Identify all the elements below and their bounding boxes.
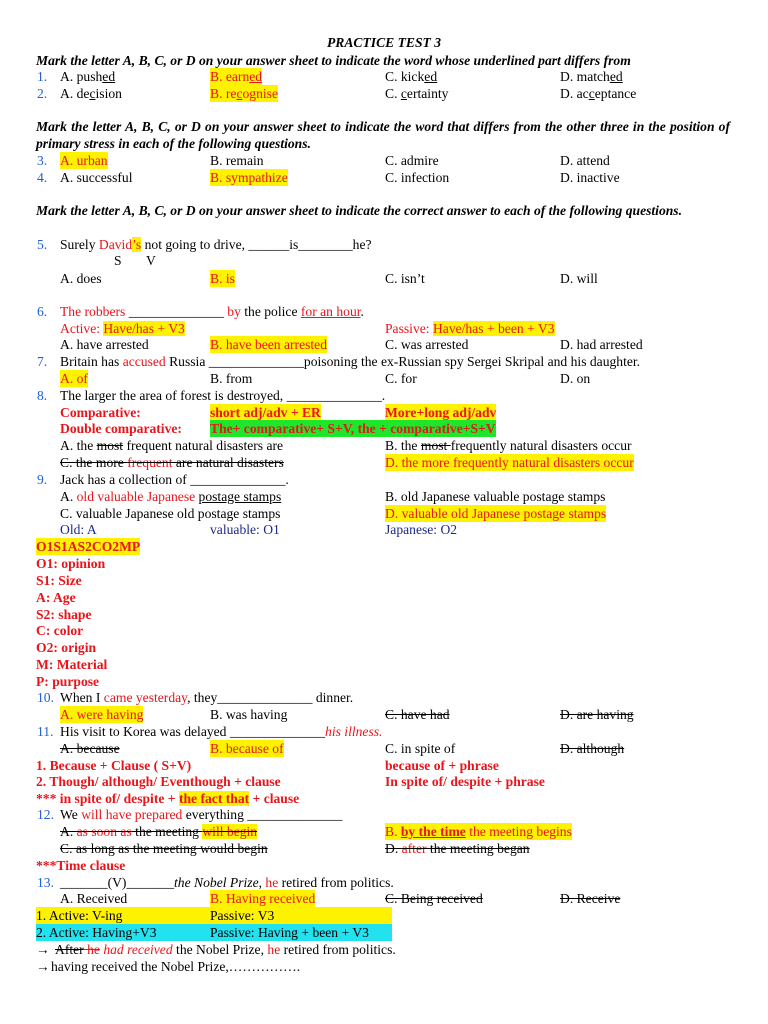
- question-6-rules: [0, 320, 768, 337]
- option-c: C. have had: [385, 707, 450, 722]
- option-b-correct: B. have been arrested: [210, 337, 328, 352]
- question-6: [0, 303, 768, 320]
- option-c: C. was arrested: [385, 337, 469, 352]
- option-a: A. decision: [60, 86, 122, 101]
- question-2: [0, 85, 768, 102]
- question-number: 11.: [37, 724, 54, 739]
- question-8-options-ab: [0, 437, 768, 454]
- option-a: A. Received: [60, 891, 128, 906]
- question-13-options: [0, 890, 768, 907]
- question-text: Britain has accused Russia ______________poisoning the ex-Russian spy Sergei Skripal and his daughter.: [60, 354, 641, 369]
- option-a: A. pushed: [60, 69, 116, 84]
- question-5-options: [0, 270, 768, 287]
- option-d: D. matched: [560, 69, 623, 84]
- question-3: [0, 152, 768, 169]
- question-4: [0, 169, 768, 186]
- question-12-options-cd: [0, 840, 768, 857]
- comparative-short: short adj/adv + ER: [210, 405, 321, 420]
- question-9: [0, 471, 768, 488]
- option-b: B. remain: [210, 153, 264, 168]
- instruction-pronunciation: Mark the letter A, B, C, or D on your answer sheet to indicate the word whose underlined part differs from: [36, 53, 631, 68]
- rewrite-line-2: → having received the Nobel Prize,…………….: [36, 959, 301, 974]
- participle-rule-1: 1. Active: V-ing Passive: V3: [36, 908, 275, 923]
- page-title: PRACTICE TEST 3: [326, 35, 442, 50]
- question-number: 10.: [37, 690, 54, 705]
- option-d: D. acceptance: [560, 86, 637, 101]
- option-a: A. have arrested: [60, 337, 149, 352]
- option-d-correct: D. valuable old Japanese postage stamps: [385, 506, 607, 521]
- option-b-correct: B. recognise: [210, 86, 278, 101]
- option-a: A. as soon as the meeting will begin: [60, 824, 258, 839]
- option-a: A. does: [60, 271, 102, 286]
- option-a-correct: A. of: [60, 371, 88, 386]
- option-a: A. old valuable Japanese postage stamps: [60, 489, 282, 504]
- question-13: [0, 874, 768, 891]
- subject-marker: S: [114, 253, 122, 268]
- annotation-subject-verb: [0, 252, 768, 269]
- question-10: [0, 689, 768, 706]
- although-rule: 2. Though/ although/ Eventhough + clause In spite of/ despite + phrase: [36, 774, 545, 789]
- note-old: Old: A: [60, 522, 97, 537]
- option-b: B. old Japanese valuable postage stamps: [385, 489, 606, 504]
- option-c: C. admire: [385, 153, 439, 168]
- question-7: [0, 353, 768, 370]
- question-number: 12.: [37, 807, 54, 822]
- order-shape: S2: shape: [36, 607, 92, 622]
- option-b: B. the most frequently natural disasters occur: [385, 438, 632, 453]
- question-number: 2.: [37, 86, 48, 101]
- participle-rule-2: 2. Active: Having+V3 Passive: Having + been + V3: [36, 925, 369, 940]
- option-a-correct: A. urban: [60, 153, 108, 168]
- option-a: A. the most frequent natural disasters are: [60, 438, 284, 453]
- adjective-order-heading: O1S1AS2CO2MP: [36, 539, 141, 554]
- question-12-options-ab: [0, 823, 768, 840]
- option-c: C. Being received: [385, 891, 483, 906]
- order-purpose: P: purpose: [36, 674, 100, 689]
- note-valuable: valuable: O1: [210, 522, 280, 537]
- question-number: 13.: [37, 875, 54, 890]
- question-text: We will have prepared everything ______________: [60, 807, 343, 822]
- option-b-correct: B. because of: [210, 741, 284, 756]
- order-opinion: O1: opinion: [36, 556, 106, 571]
- note-japanese: Japanese: O2: [385, 522, 458, 537]
- question-number: 1.: [37, 69, 48, 84]
- double-comparative-label: Double comparative:: [60, 421, 182, 436]
- double-comparative-formula: The+ comparative+ S+V, the + comparative+S+V: [210, 421, 496, 436]
- order-age: A: Age: [36, 590, 76, 605]
- passive-rule: Passive: Have/has + been + V3: [385, 321, 555, 336]
- question-11: [0, 723, 768, 740]
- comparative-rule: [0, 404, 768, 421]
- option-a: A. successful: [60, 170, 133, 185]
- arrow-right-icon: →: [36, 959, 50, 974]
- option-b-correct: B. is: [210, 271, 235, 286]
- option-a-correct: A. were having: [60, 707, 144, 722]
- option-d: D. attend: [560, 153, 610, 168]
- question-9-options-cd: [0, 505, 768, 522]
- question-text: Surely David’s not going to drive, ______is________he?: [60, 237, 372, 252]
- option-c: C. the more frequent are natural disasters: [60, 455, 284, 470]
- question-10-options: [0, 706, 768, 723]
- active-rule: Active: Have/has + V3: [60, 321, 185, 336]
- question-1: [0, 68, 768, 85]
- arrow-right-icon: →: [36, 942, 50, 957]
- double-comparative-rule: [0, 420, 768, 437]
- question-12: [0, 806, 768, 823]
- option-b: B. from: [210, 371, 253, 386]
- comparative-long: More+long adj/adv: [385, 405, 497, 420]
- comparative-label: Comparative:: [60, 405, 141, 420]
- verb-marker: V: [146, 253, 156, 268]
- question-5: [0, 236, 768, 253]
- option-a: A. because: [60, 741, 120, 756]
- option-d-correct: D. the more frequently natural disasters occur: [385, 455, 634, 470]
- instruction-multiple-choice: Mark the letter A, B, C, or D on your answer sheet to indicate the correct answer to each of the following questions.: [36, 203, 682, 218]
- order-material: M: Material: [36, 657, 108, 672]
- instruction-stress: Mark the letter A, B, C, or D on your answer sheet to indicate the word that differs from the other three in the position of primary stress in each of the following questions.: [36, 119, 730, 151]
- option-d: D. although: [560, 741, 625, 756]
- question-9-notes: [0, 521, 768, 538]
- question-number: 5.: [37, 237, 48, 252]
- question-text: _______(V)_______the Nobel Prize, he retired from politics.: [60, 875, 394, 890]
- option-d: D. inactive: [560, 170, 620, 185]
- question-text: The robbers ______________ by the police for an hour.: [60, 304, 364, 319]
- option-d: D. had arrested: [560, 337, 643, 352]
- option-d: D. on: [560, 371, 591, 386]
- option-b-correct: B. Having received: [210, 891, 316, 906]
- question-text: The larger the area of forest is destroyed, ______________.: [60, 388, 386, 403]
- question-7-options: [0, 370, 768, 387]
- option-c: C. valuable Japanese old postage stamps: [60, 506, 281, 521]
- option-c: C. as long as the meeting would begin: [60, 841, 268, 856]
- order-origin: O2: origin: [36, 640, 97, 655]
- option-d: D. will: [560, 271, 598, 286]
- question-number: 3.: [37, 153, 48, 168]
- question-number: 7.: [37, 354, 48, 369]
- option-b-correct: B. earned: [210, 69, 263, 84]
- option-c: C. certainty: [385, 86, 449, 101]
- rewrite-line-1: → After he had received the Nobel Prize, he retired from politics.: [36, 942, 396, 957]
- question-9-options-ab: [0, 488, 768, 505]
- question-number: 8.: [37, 388, 48, 403]
- question-number: 4.: [37, 170, 48, 185]
- order-color: C: color: [36, 623, 84, 638]
- option-c: C. isn’t: [385, 271, 425, 286]
- option-d: D. Receive: [560, 891, 621, 906]
- time-clause-note: ***Time clause: [36, 858, 126, 873]
- question-number: 6.: [37, 304, 48, 319]
- question-8: [0, 387, 768, 404]
- option-d: D. after the meeting began: [385, 841, 530, 856]
- question-11-options: [0, 740, 768, 757]
- option-c: C. infection: [385, 170, 450, 185]
- option-c: C. kicked: [385, 69, 438, 84]
- question-text: His visit to Korea was delayed ______________his illness.: [60, 724, 383, 739]
- option-d: D. are having: [560, 707, 634, 722]
- question-text: Jack has a collection of ______________.: [60, 472, 289, 487]
- option-c: C. in spite of: [385, 741, 456, 756]
- question-6-options: [0, 336, 768, 353]
- question-text: When I came yesterday, they______________ dinner.: [60, 690, 354, 705]
- question-8-options-cd: [0, 454, 768, 471]
- in-spite-of-rule: *** in spite of/ despite + the fact that + clause: [36, 791, 300, 806]
- option-b-correct: B. by the time the meeting begins: [385, 824, 572, 839]
- option-c: C. for: [385, 371, 417, 386]
- question-number: 9.: [37, 472, 48, 487]
- option-b-correct: B. sympathize: [210, 170, 288, 185]
- because-rule: 1. Because + Clause ( S+V) because of + phrase: [36, 758, 499, 773]
- order-size: S1: Size: [36, 573, 82, 588]
- option-b: B. was having: [210, 707, 288, 722]
